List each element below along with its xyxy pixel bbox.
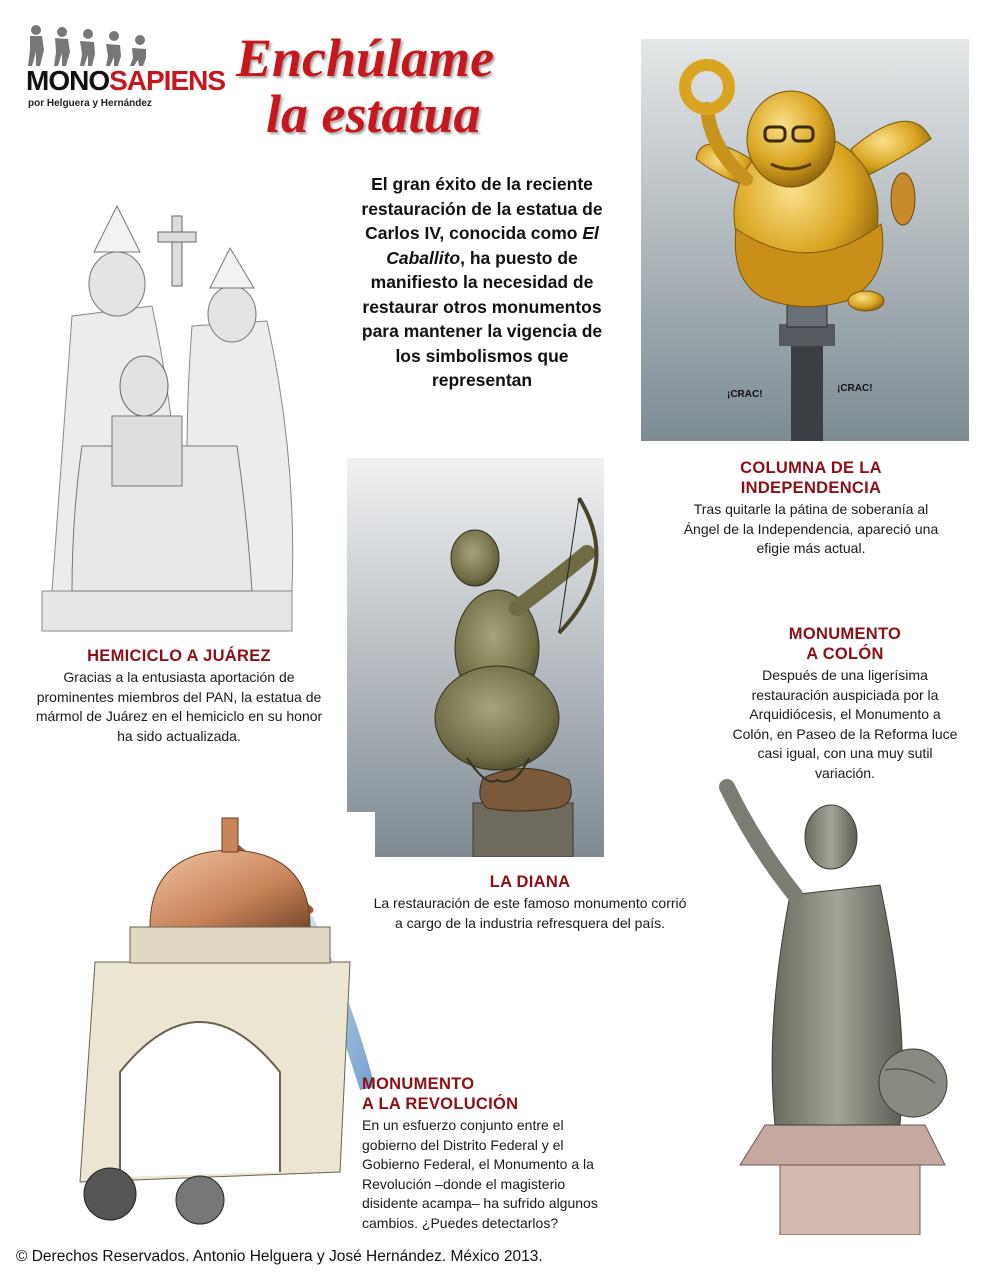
diana-illustration xyxy=(347,458,604,857)
logo-name-part1: MONO xyxy=(26,65,110,96)
caption-colon-body: Después de una ligerísima restauración auspiciada por la Arquidiócesis, el Monumento a Colón, en Paseo de la Reforma luce casi igual, con una muy sutil variación. xyxy=(732,667,958,781)
caption-revolucion-heading-line1: MONUMENTO xyxy=(362,1075,475,1093)
caption-colon-heading xyxy=(730,624,960,664)
intro-emphasis: El Caballito xyxy=(386,223,599,268)
caption-diana-body: La restauración de este famoso monumento corrió a cargo de la industria refresquera del país. xyxy=(373,895,687,931)
caption-columna-heading-line2: INDEPENDENCIA xyxy=(740,479,882,497)
caption-juarez xyxy=(30,646,328,746)
intro-part2: , ha puesto de manifiesto la necesidad de restaurar otros monumentos para mantener la vigencia de los simbolismos que representan xyxy=(361,247,603,390)
evolution-figures-icon xyxy=(22,20,212,68)
logo-byline: por Helguera y Hernández xyxy=(28,98,152,109)
logo-name-part2: SAPIENS xyxy=(109,65,226,96)
caption-colon-heading-line1: MONUMENTO xyxy=(788,625,902,643)
caption-columna-body: Tras quitarle la pátina de soberanía al Ángel de la Independencia, apareció una efigie más actual. xyxy=(683,501,939,556)
sfx-crac-2: ¡CRAC! xyxy=(837,383,873,394)
caption-columna-heading-line1: COLUMNA DE LA xyxy=(740,459,882,477)
title-line2: la estatua xyxy=(266,84,481,144)
caption-revolucion-body: En un esfuerzo conjunto entre el gobierno del Distrito Federal y el Gobierno Federal, el Monumento a la Revolución –donde el magisterio disidente acampa– ha sufrido algunos cambios. ¿Puedes detectarlos? xyxy=(362,1117,598,1231)
juarez-illustration xyxy=(32,196,302,636)
colon-illustration xyxy=(695,765,980,1235)
caption-juarez-heading: HEMICICLO A JUÁREZ xyxy=(87,647,271,665)
revolucion-illustration xyxy=(40,812,375,1232)
sfx-crac-1: ¡CRAC! xyxy=(727,389,763,400)
caption-revolucion xyxy=(362,1074,602,1233)
intro-text xyxy=(348,172,616,393)
title-line1: Enchúlame xyxy=(236,28,495,88)
caption-diana xyxy=(370,872,690,933)
caption-colon xyxy=(730,624,960,783)
intro-part1: El gran éxito de la reciente restauración de la estatua de Carlos IV, conocida como xyxy=(361,174,603,243)
copyright-footer: © Derechos Reservados. Antonio Helguera y José Hernández. México 2013. xyxy=(16,1248,543,1265)
caption-diana-heading: LA DIANA xyxy=(489,873,571,891)
caption-columna xyxy=(680,458,942,559)
caption-revolucion-heading xyxy=(362,1074,602,1114)
logo-name xyxy=(26,66,225,96)
logo xyxy=(22,20,226,110)
angel-illustration xyxy=(641,39,969,441)
caption-revolucion-heading-line2: A LA REVOLUCIÓN xyxy=(362,1095,519,1113)
caption-colon-heading-line2: A COLÓN xyxy=(806,645,884,663)
caption-columna-heading xyxy=(680,458,942,498)
caption-juarez-body: Gracias a la entusiasta aportación de prominentes miembros del PAN, la estatua de mármol de Juárez en el hemiciclo en su honor ha sido actualizada. xyxy=(35,669,323,744)
page-title xyxy=(236,30,536,142)
